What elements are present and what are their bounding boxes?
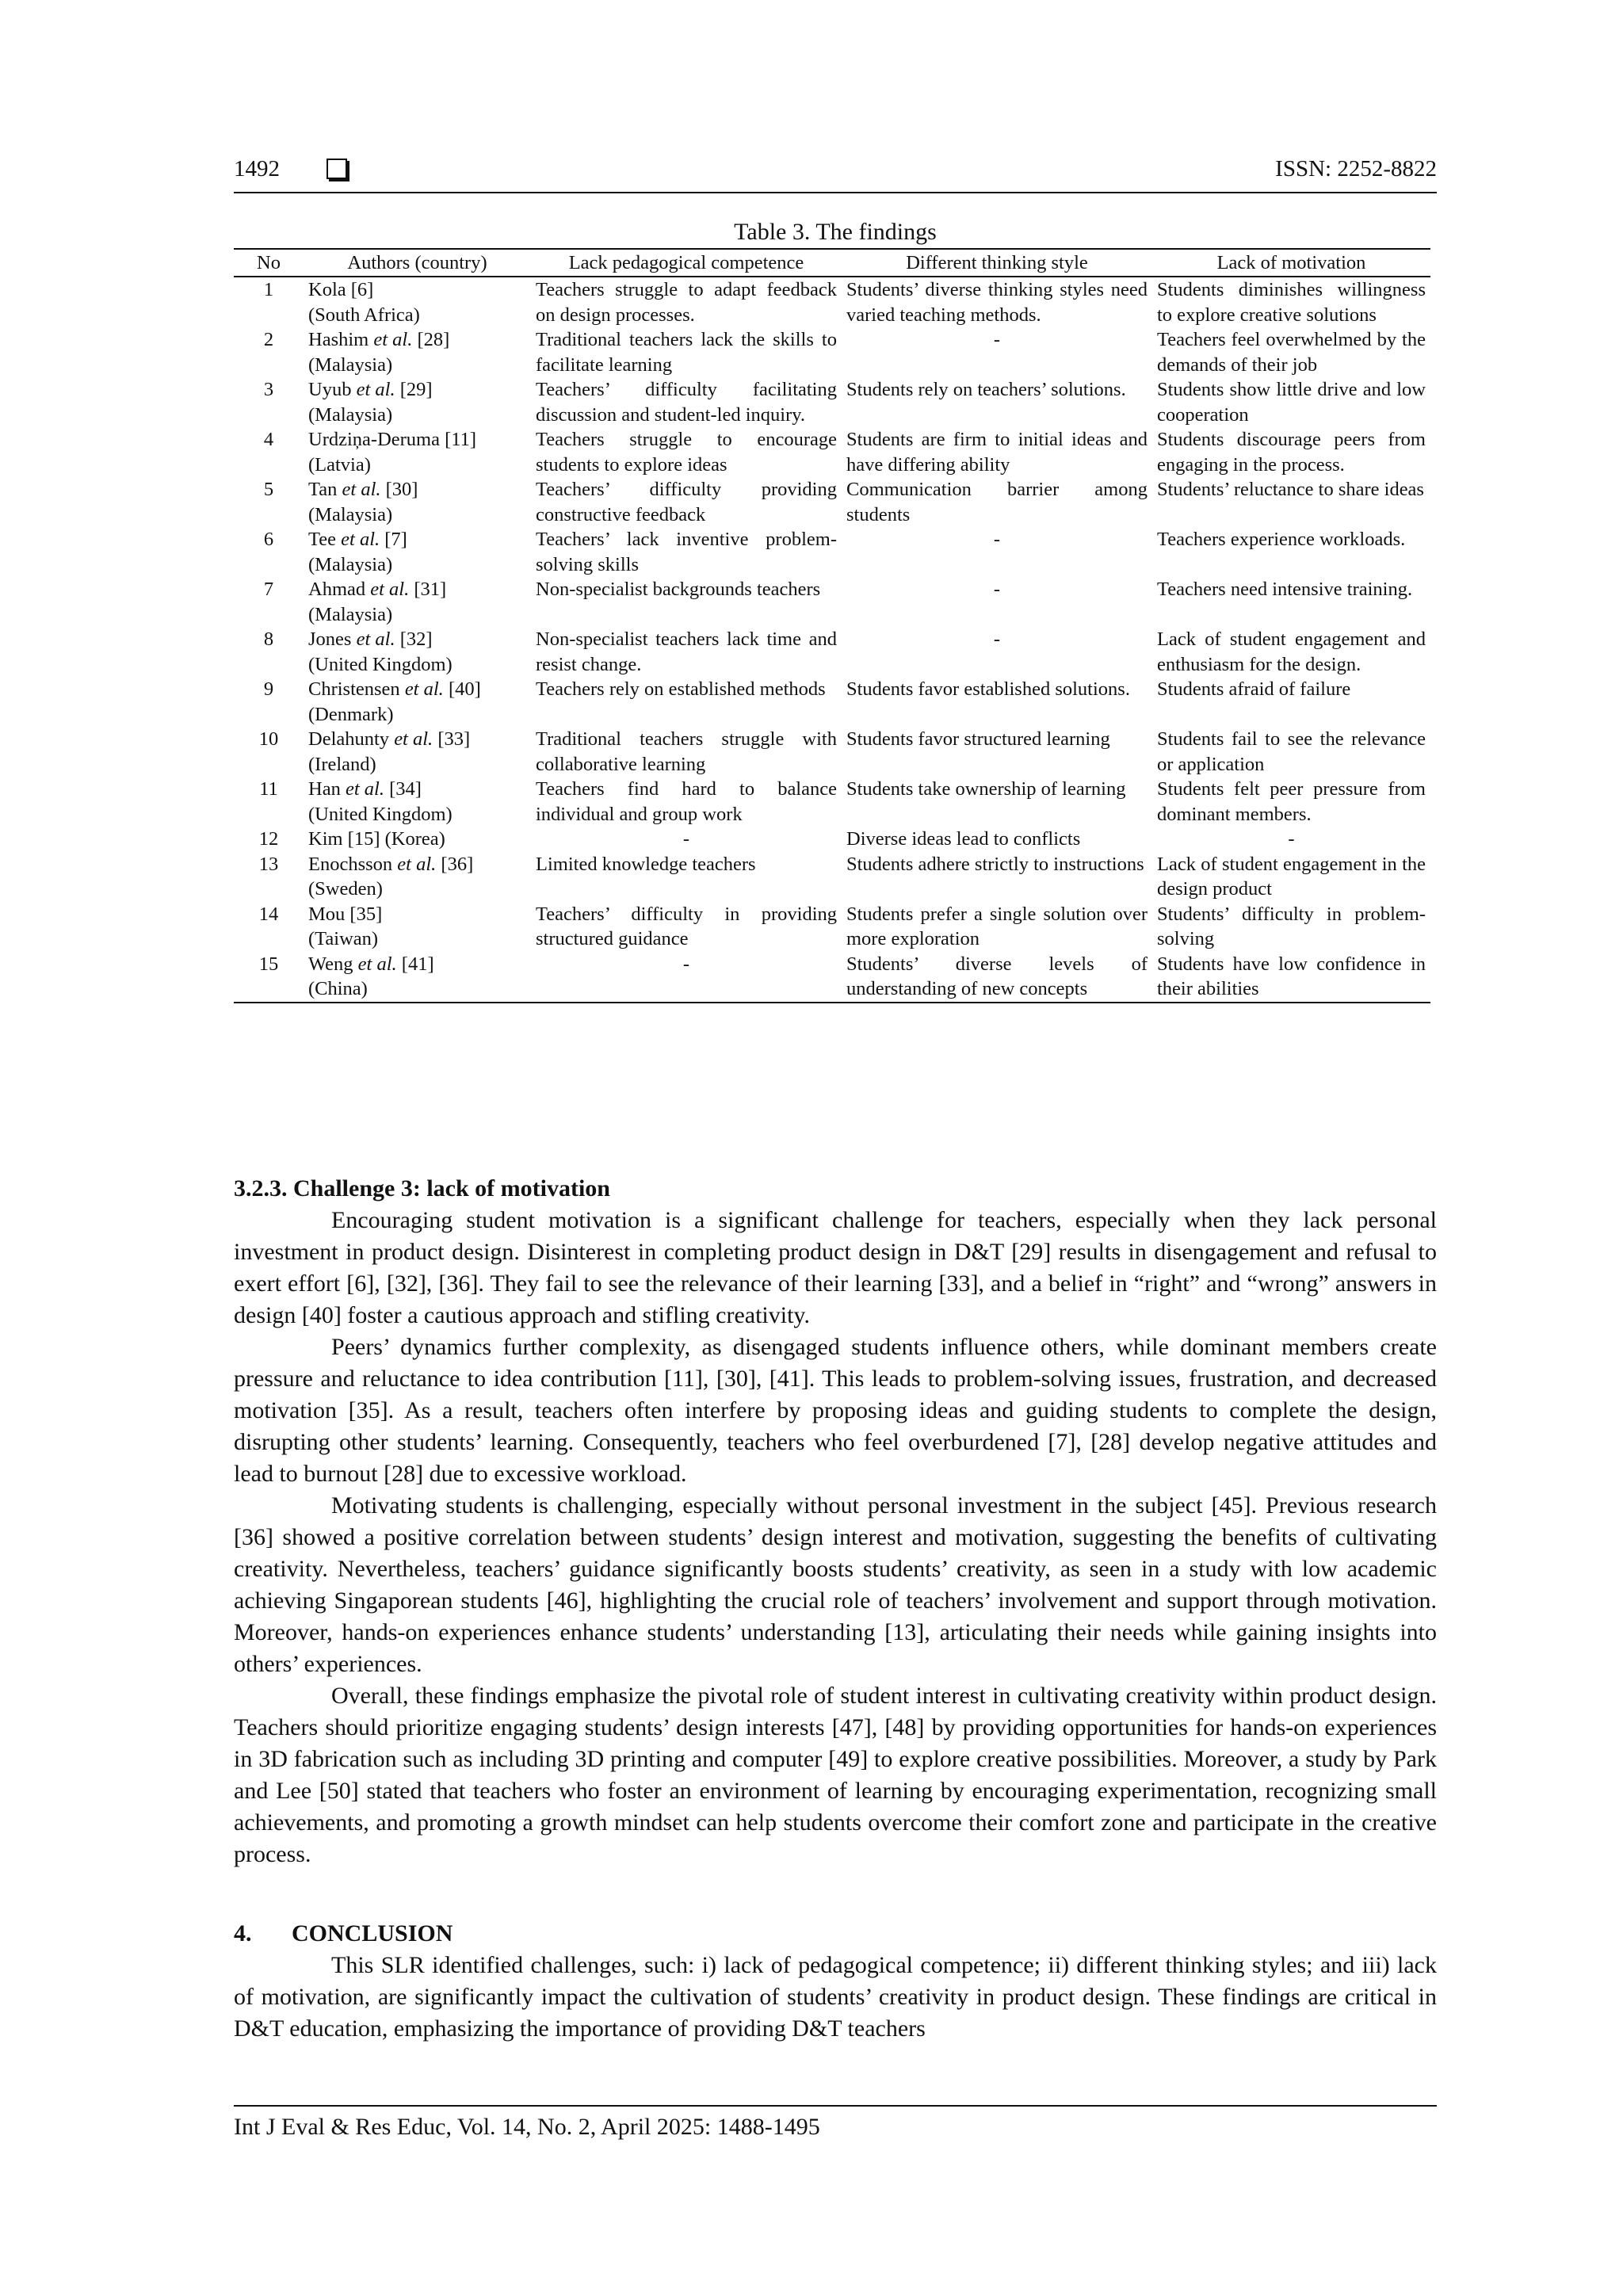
cell-authors (304, 627, 531, 677)
table-row (234, 327, 1430, 377)
page-number: 1492 (234, 156, 280, 181)
cell-thinking: Students favor established solutions. (846, 678, 1130, 700)
section-title: CONCLUSION (292, 1920, 453, 1946)
cell-authors (304, 727, 531, 777)
cell-no: 3 (263, 379, 274, 400)
author-country: (Malaysia) (308, 503, 393, 525)
cell-thinking: Students are firm to initial ideas and have differing ability (846, 429, 1148, 476)
table-row (234, 627, 1430, 677)
cell-thinking: - (993, 329, 1001, 350)
cell-motivation: Teachers need intensive training. (1157, 579, 1413, 600)
cell-pedagogy: Limited knowledge teachers (536, 853, 756, 875)
author-name: Kola [6] (308, 279, 374, 300)
column-header-motivation: Lack of motivation (1216, 251, 1366, 273)
cell-thinking: Students prefer a single solution over more exploration (846, 903, 1148, 949)
findings-table (234, 248, 1430, 1003)
cell-pedagogy: Teachers’ lack inventive problem-solving skills (536, 529, 837, 575)
paragraph: Motivating students is challenging, especially without personal investment in the subject [45]. Previous research [36] showed a positive correlation between students’ design interest and motivation, suggesting the benefits of cultivating creativity. Nevertheless, teachers’ guidance significantly boosts students’ creativity, as seen in a study with low academic achieving Singaporean students [46], highlighting the crucial role of teachers’ involvement and support through motivation. Moreover, hands-on experiences enhance students’ understanding [13], articulating their needs while gaining insights into others’ experiences. (234, 1492, 1437, 1677)
author-name: Delahunty et al. [33] (308, 728, 471, 750)
cell-motivation: Lack of student engagement and enthusiasm for the design. (1157, 628, 1426, 675)
cell-motivation: Students have low confidence in their abilities (1157, 953, 1426, 999)
author-country: (Sweden) (308, 878, 383, 900)
cell-motivation: - (1288, 828, 1295, 850)
table-row (234, 577, 1430, 627)
cell-no: 15 (258, 953, 279, 975)
cell-no: 9 (263, 678, 274, 700)
table-row (234, 677, 1430, 727)
cell-motivation: Students felt peer pressure from dominant members. (1157, 778, 1426, 825)
page-header (234, 155, 1437, 194)
cell-authors (304, 277, 531, 327)
cell-authors (304, 577, 531, 627)
column-header-pedagogy: Lack pedagogical competence (568, 251, 804, 273)
table-row (234, 902, 1430, 952)
table-row (234, 277, 1430, 327)
cell-thinking: Students’ diverse thinking styles need varied teaching methods. (846, 279, 1148, 326)
cell-pedagogy: Teachers’ difficulty in providing structured guidance (536, 903, 837, 949)
cell-no: 2 (263, 329, 274, 350)
paragraph: Encouraging student motivation is a significant challenge for teachers, especially when they lack personal investment in product design. Disinterest in completing product design in D&T [29] results in disengagement and refusal to exert effort [6], [32], [36]. They fail to see the relevance of their learning [33], and a belief in “right” and “wrong” answers in design [40] foster a cautious approach and stifling creativity. (234, 1207, 1437, 1328)
author-name: Enochsson et al. [36] (308, 853, 474, 875)
cell-motivation: Students afraid of failure (1157, 678, 1351, 700)
cell-pedagogy: Traditional teachers lack the skills to facilitate learning (536, 329, 837, 376)
cell-pedagogy: Teachers struggle to encourage students to explore ideas (536, 429, 837, 476)
table-row (234, 477, 1430, 527)
cell-no: 1 (263, 279, 274, 300)
cell-pedagogy: Traditional teachers struggle with collaborative learning (536, 728, 837, 775)
author-country: (Malaysia) (308, 353, 393, 376)
cell-pedagogy: Teachers’ difficulty facilitating discussion and student-led inquiry. (536, 379, 837, 426)
cell-thinking: Students favor structured learning (846, 728, 1110, 750)
table-row (234, 727, 1430, 777)
author-country: (Taiwan) (308, 928, 379, 949)
cell-motivation: Teachers experience workloads. (1157, 529, 1406, 550)
cell-thinking: - (993, 579, 1001, 600)
paragraph: Overall, these findings emphasize the pivotal role of student interest in cultivating creativity within product design. Teachers should prioritize engaging students’ design interests [47], [48] by providing opportunities for hands-on experiences in 3D fabrication such as including 3D printing and computer [49] to explore creative possibilities. Moreover, a study by Park and Lee [50] stated that teachers who foster an environment of learning by encouraging experimentation, recognizing small achievements, and promoting a growth mindset can help students overcome their comfort zone and participate in the creative process. (234, 1683, 1437, 1867)
author-name: Kim [15] (Korea) (308, 828, 445, 850)
issn-label: ISSN: 2252-8822 (1275, 156, 1437, 181)
cell-pedagogy: - (682, 828, 690, 850)
cell-no: 8 (263, 628, 274, 650)
paragraph: This SLR identified challenges, such: i) lack of pedagogical competence; ii) different thinking styles; and iii) lack of motivation, are significantly impact the cultivation of students’ creativity in product design. These findings are critical in D&T education, emphasizing the importance of providing D&T teachers (234, 1952, 1437, 2042)
author-country: (Malaysia) (308, 403, 393, 426)
column-header-no: No (257, 251, 281, 273)
footer-rule (234, 2105, 1437, 2107)
cell-thinking: Diverse ideas lead to conflicts (846, 828, 1081, 850)
cell-thinking: - (993, 529, 1001, 550)
cell-authors (304, 327, 531, 377)
cell-thinking: Students rely on teachers’ solutions. (846, 379, 1126, 400)
cell-authors (304, 902, 531, 952)
cell-thinking: Students adhere strictly to instructions (846, 853, 1144, 875)
cell-authors (304, 677, 531, 727)
cell-motivation: Students show little drive and low cooperation (1157, 379, 1426, 426)
cell-no: 4 (263, 429, 274, 450)
author-name: Weng et al. [41] (308, 953, 434, 975)
table-row (234, 427, 1430, 477)
cell-motivation: Lack of student engagement in the design product (1157, 853, 1426, 900)
author-country: (Ireland) (308, 753, 376, 775)
table-row (234, 527, 1430, 577)
author-name: Hashim et al. [28] (308, 329, 450, 350)
author-country: (Denmark) (308, 703, 394, 725)
column-header-thinking: Different thinking style (906, 251, 1088, 273)
table-row (234, 852, 1430, 902)
cell-authors (304, 527, 531, 577)
author-name: Tan et al. [30] (308, 479, 418, 500)
cell-authors (304, 377, 531, 427)
author-name: Christensen et al. [40] (308, 678, 481, 700)
body-text (234, 1173, 1437, 2045)
cell-pedagogy: Teachers struggle to adapt feedback on design processes. (536, 279, 837, 326)
author-name: Mou [35] (308, 903, 383, 925)
column-header-authors: Authors (country) (347, 251, 487, 273)
cell-thinking: Students’ diverse levels of understanding of new concepts (846, 953, 1148, 999)
table-row (234, 952, 1430, 1003)
cell-motivation: Students’ difficulty in problem-solving (1157, 903, 1426, 949)
cell-no: 6 (263, 529, 274, 550)
checkbox-square-icon (327, 159, 347, 179)
author-country: (Malaysia) (308, 603, 393, 625)
table-row (234, 777, 1430, 827)
cell-authors (304, 477, 531, 527)
cell-authors (304, 827, 531, 852)
author-name: Jones et al. [32] (308, 628, 433, 650)
table-title: Table 3. The findings (734, 219, 937, 245)
author-country: (Latvia) (308, 453, 371, 476)
section-number: 4. (234, 1920, 252, 1946)
cell-pedagogy: Teachers find hard to balance individual and group work (536, 778, 837, 825)
cell-authors (304, 952, 531, 1003)
cell-pedagogy: Teachers rely on established methods (536, 678, 826, 700)
cell-no: 5 (263, 479, 274, 500)
cell-no: 10 (258, 728, 279, 750)
table-body (234, 277, 1430, 1003)
cell-thinking: Communication barrier among students (846, 479, 1148, 525)
paragraph: Peers’ dynamics further complexity, as disengaged students influence others, while dominant members create pressure and reluctance to idea contribution [11], [30], [41]. This leads to problem-solving issues, frustration, and decreased motivation [35]. As a result, teachers often interfere by proposing ideas and guiding students to complete the design, disrupting other students’ learning. Consequently, teachers who feel overburdened [7], [28] develop negative attitudes and lead to burnout [28] due to excessive workload. (234, 1334, 1437, 1487)
cell-motivation: Teachers feel overwhelmed by the demands of their job (1157, 329, 1426, 376)
table-header-row (234, 249, 1430, 277)
cell-pedagogy: - (682, 953, 690, 975)
section-heading-3-2-3: 3.2.3. Challenge 3: lack of motivation (234, 1175, 610, 1201)
cell-thinking: - (993, 628, 1001, 650)
author-country: (Malaysia) (308, 553, 393, 575)
cell-motivation: Students discourage peers from engaging in the process. (1157, 429, 1426, 476)
cell-motivation: Students diminishes willingness to explore creative solutions (1157, 279, 1426, 326)
author-country: (United Kingdom) (308, 803, 453, 825)
cell-motivation: Students fail to see the relevance or application (1157, 728, 1426, 775)
cell-authors (304, 777, 531, 827)
author-name: Uyub et al. [29] (308, 379, 433, 400)
section-heading-conclusion (234, 1918, 1437, 1950)
cell-no: 7 (263, 579, 274, 600)
page (234, 0, 1437, 2296)
author-name: Tee et al. [7] (308, 529, 407, 550)
author-name: Urdziņa-Deruma [11] (308, 429, 477, 450)
header-rule (234, 192, 1437, 193)
table-row (234, 377, 1430, 427)
cell-thinking: Students take ownership of learning (846, 778, 1126, 800)
cell-authors (304, 852, 531, 902)
author-country: (United Kingdom) (308, 653, 453, 675)
author-country: (China) (308, 978, 368, 999)
table-row (234, 827, 1430, 852)
cell-authors (304, 427, 531, 477)
cell-pedagogy: Non-specialist backgrounds teachers (536, 579, 821, 600)
cell-no: 14 (258, 903, 279, 925)
author-name: Ahmad et al. [31] (308, 579, 447, 600)
cell-pedagogy: Non-specialist teachers lack time and resist change. (536, 628, 837, 675)
cell-no: 13 (258, 853, 279, 875)
cell-no: 12 (258, 828, 279, 850)
footer-citation: Int J Eval & Res Educ, Vol. 14, No. 2, April 2025: 1488-1495 (234, 2114, 820, 2140)
author-name: Han et al. [34] (308, 778, 422, 800)
cell-motivation: Students’ reluctance to share ideas (1157, 479, 1424, 500)
cell-no: 11 (259, 778, 278, 800)
author-country: (South Africa) (308, 304, 420, 326)
cell-pedagogy: Teachers’ difficulty providing constructive feedback (536, 479, 837, 525)
